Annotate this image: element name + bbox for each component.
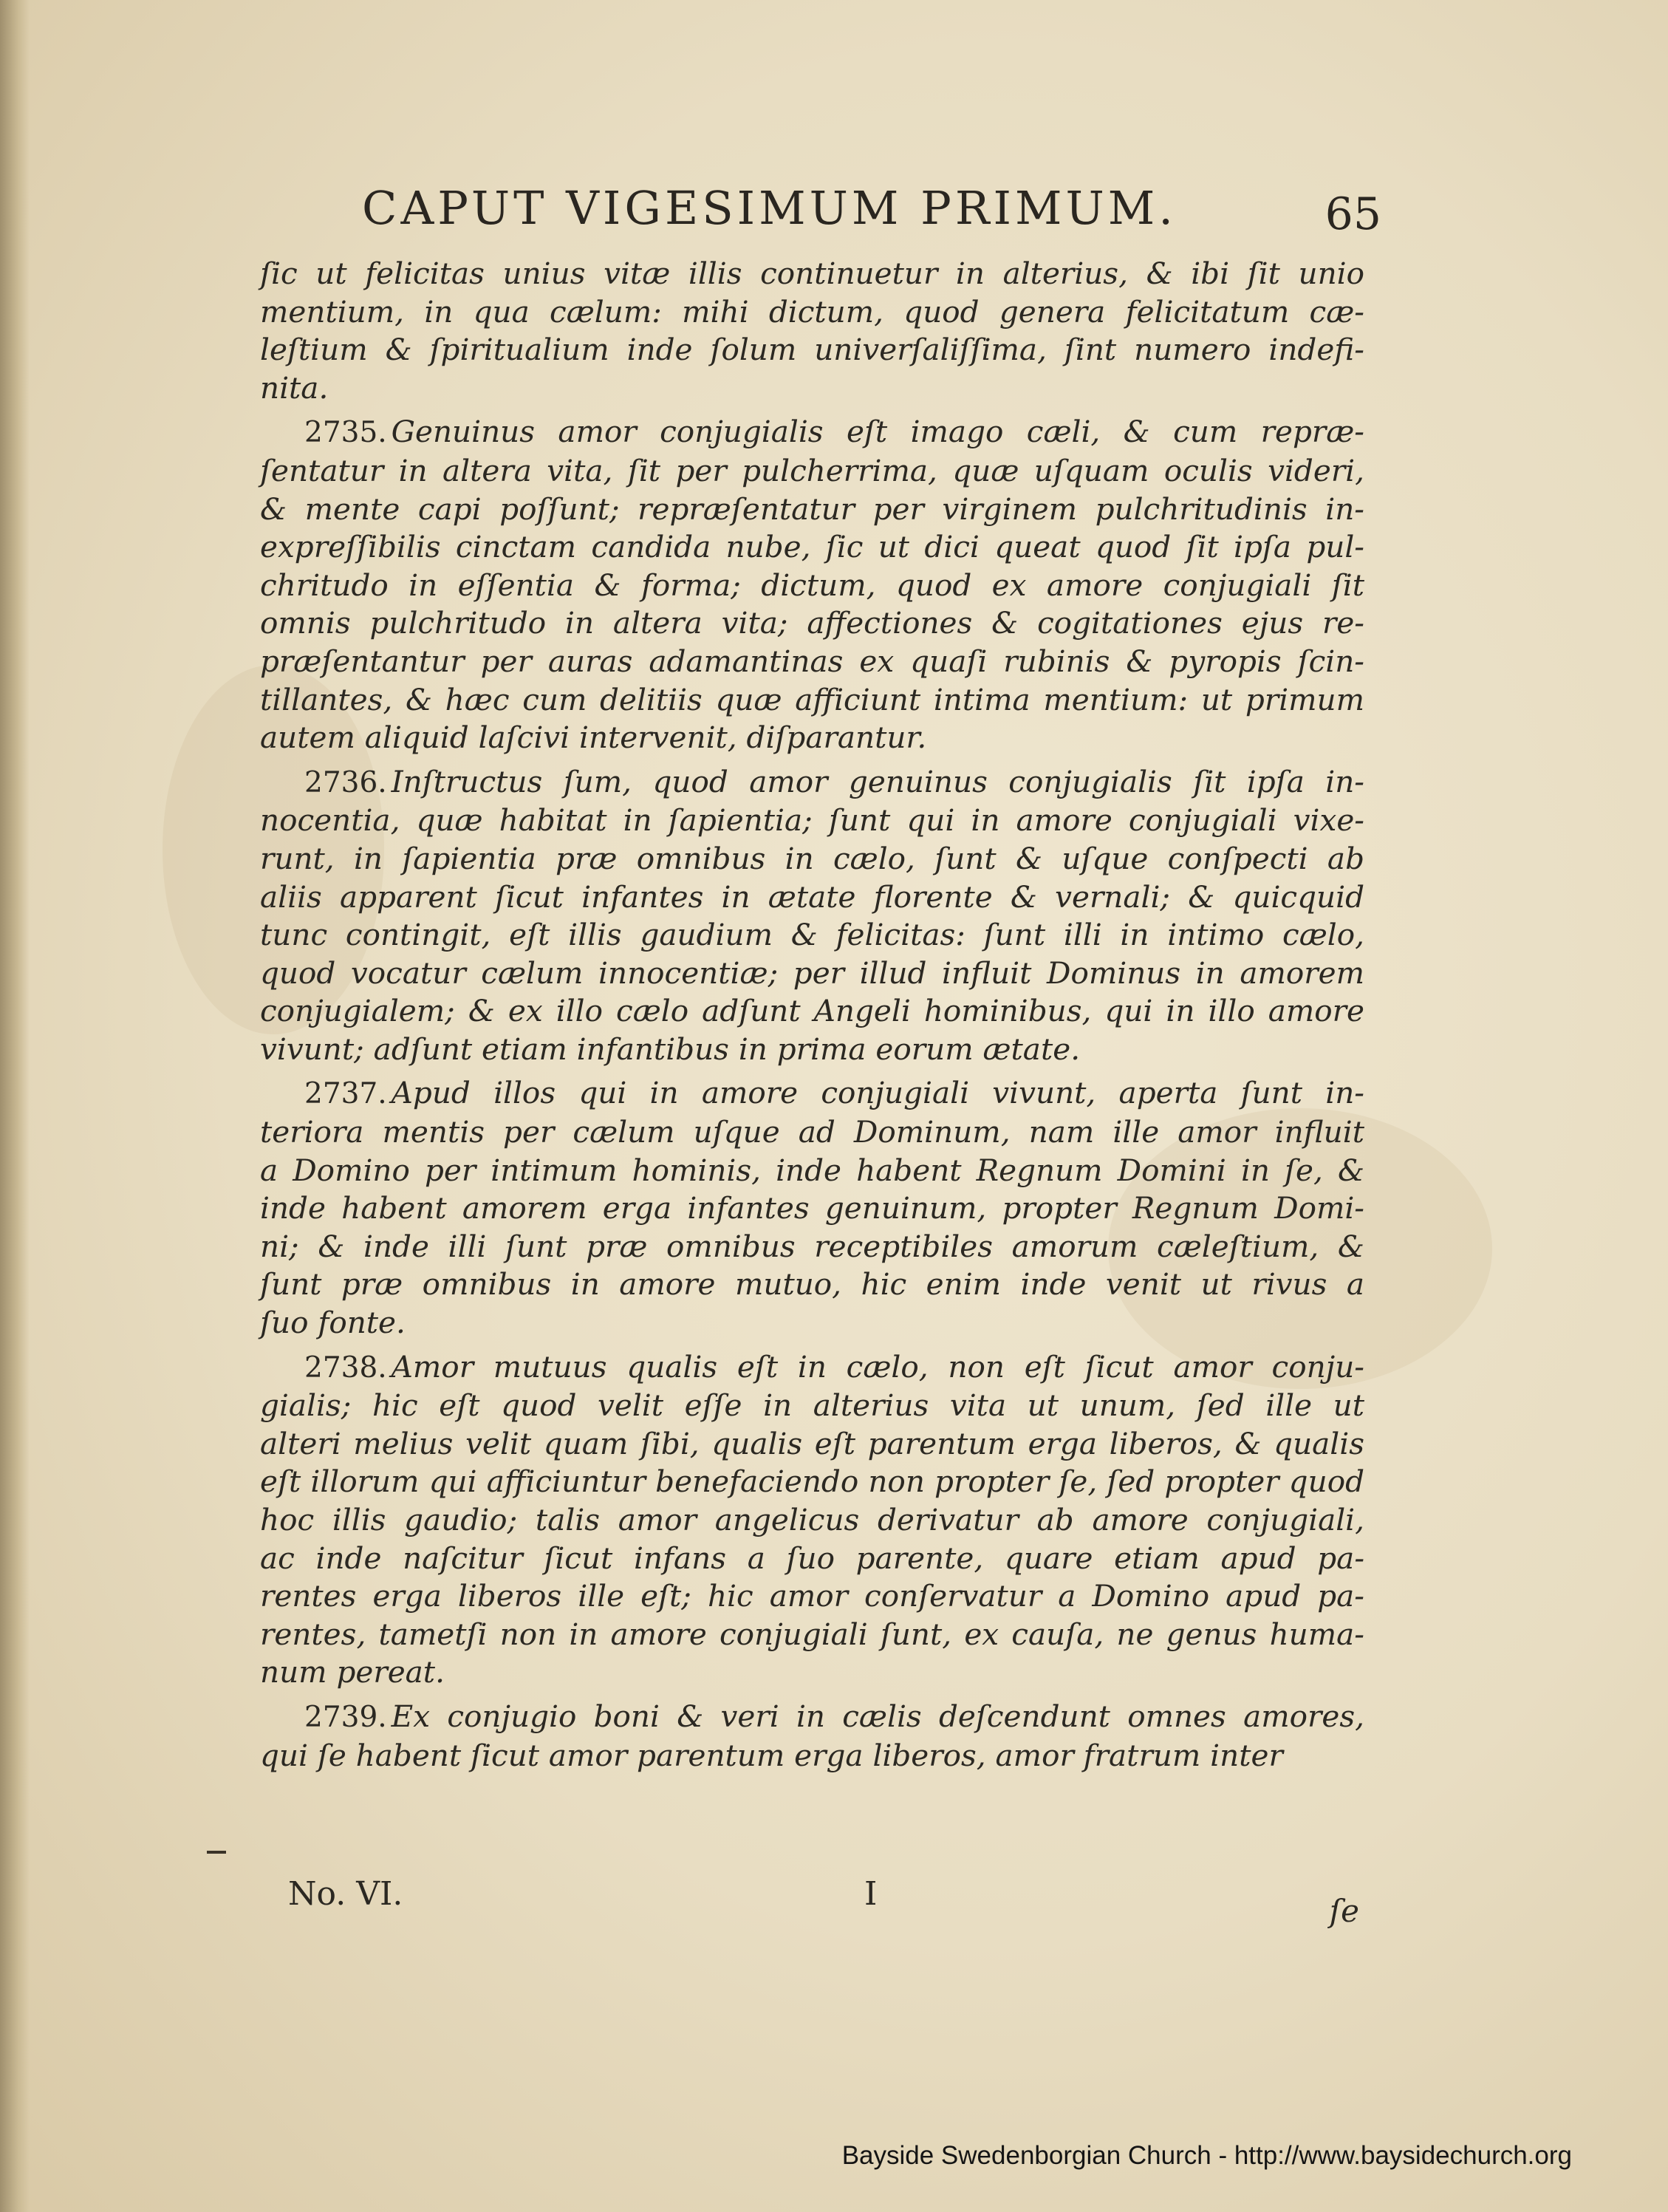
- text-line: [260, 681, 1364, 720]
- signature-mark: No. VI.: [288, 1875, 403, 1913]
- running-title: CAPUT VIGESIMUM PRIMUM.: [362, 181, 1177, 235]
- page-footer: [288, 1875, 1359, 1927]
- text-line: [260, 452, 1364, 491]
- line-text: tillantes, & hæc cum delitiis quæ afficiunt intima mentium: ut primum: [260, 681, 1364, 717]
- line-text: omnis pulchritudo in altera vita; affectiones & cogitationes ejus re-: [260, 605, 1364, 641]
- line-text: conjugialem; & ex illo cælo adſunt Angeli hominibus, qui in illo amore: [260, 993, 1364, 1029]
- text-line: [260, 1540, 1364, 1578]
- text-line: [260, 992, 1364, 1031]
- text-line: [260, 1501, 1364, 1540]
- line-text: leſtium & ſpiritualium inde ſolum univerſaliſſima, ſint numero indefi-: [260, 332, 1364, 368]
- paragraph-number: 2736.: [304, 765, 387, 799]
- line-text: ſentatur in altera vita, ſit per pulcherrima, quæ uſquam oculis videri,: [260, 452, 1364, 488]
- line-text: num pereat.: [260, 1654, 445, 1690]
- line-text: expreſſibilis cinctam candida nube, ſic ut dici queat quod ſit ipſa pul-: [260, 529, 1364, 565]
- line-text: rentes erga liberos ille eſt; hic amor conſervatur a Domino apud pa-: [260, 1578, 1364, 1614]
- paragraph: [260, 255, 1364, 407]
- paragraph-number: 2738.: [304, 1351, 387, 1385]
- text-line: [260, 1074, 1364, 1113]
- text-line: [260, 1425, 1364, 1464]
- text-line: [260, 1152, 1364, 1190]
- sheet-mark: I: [864, 1875, 878, 1913]
- line-text: runt, in ſapientia præ omnibus in cælo, ſunt & uſque conſpecti ab: [260, 840, 1364, 876]
- text-line: [260, 878, 1364, 917]
- text-line: [260, 1304, 1364, 1342]
- page-number: 65: [1325, 188, 1381, 240]
- line-text: nocentia, quæ habitat in ſapientia; ſunt qui in amore conjugiali vixe-: [260, 802, 1364, 839]
- line-text: Apud illos qui in amore conjugiali vivunt, aperta ſunt in-: [391, 1075, 1364, 1111]
- line-text: teriora mentis per cælum uſque ad Dominum, nam ille amor influit: [260, 1114, 1364, 1150]
- text-line: [260, 840, 1364, 878]
- line-text: ſic ut felicitas unius vitæ illis continuetur in alterius, & ibi ſit unio: [260, 256, 1364, 291]
- text-line: [260, 719, 1364, 757]
- margin-dash-mark: [207, 1851, 226, 1854]
- line-text: alteri melius velit quam ſibi, qualis eſt parentum erga liberos, & qualis: [260, 1425, 1364, 1461]
- text-line: [260, 255, 1364, 293]
- text-line: [260, 1348, 1364, 1387]
- line-text: mentium, in qua cælum: mihi dictum, quod genera felicitatum cæ-: [260, 293, 1364, 330]
- line-text: eſt illorum qui afficiuntur benefaciendo non propter ſe, ſed propter quod: [260, 1464, 1364, 1500]
- paragraph-number: 2735.: [304, 416, 387, 450]
- paragraph-number: 2739.: [304, 1700, 387, 1734]
- line-text: Amor mutuus qualis eſt in cælo, non eſt ſicut amor conju-: [391, 1348, 1364, 1385]
- line-text: inde habent amorem erga infantes genuinum, propter Regnum Domi-: [260, 1190, 1364, 1226]
- line-text: ſuo fonte.: [260, 1305, 406, 1341]
- line-text: hoc illis gaudio; talis amor angelicus derivatur ab amore conjugiali,: [260, 1502, 1364, 1537]
- text-line: [260, 643, 1364, 681]
- line-text: aliis apparent ſicut infantes in ætate florente & vernali; & quicquid: [260, 878, 1364, 915]
- running-head: [362, 181, 1381, 248]
- text-line: [260, 1616, 1364, 1654]
- text-line: [260, 567, 1364, 605]
- text-line: [260, 1031, 1364, 1069]
- page-binding-edge: [0, 0, 30, 2212]
- line-text: quod vocatur cælum innocentiæ; per illud influit Dominus in amorem: [260, 955, 1364, 991]
- text-line: [260, 413, 1364, 452]
- line-text: autem aliquid laſcivi intervenit, diſparantur.: [260, 720, 927, 756]
- line-text: nita.: [260, 369, 329, 406]
- text-line: [260, 604, 1364, 643]
- paragraph: [260, 763, 1364, 1069]
- line-text: a Domino per intimum hominis, inde habent Regnum Domini in ſe, &: [260, 1152, 1364, 1188]
- line-text: vivunt; adſunt etiam infantibus in prima eorum ætate.: [260, 1031, 1081, 1067]
- line-text: præſentantur per auras adamantinas ex quaſi rubinis & pyropis ſcin-: [260, 643, 1364, 679]
- line-text: ſunt præ omnibus in amore mutuo, hic enim inde venit ut rivus a: [260, 1266, 1364, 1303]
- text-line: [260, 491, 1364, 529]
- text-line: [260, 802, 1364, 840]
- text-line: [260, 528, 1364, 567]
- line-text: chritudo in eſſentia & forma; dictum, quod ex amore conjugiali ſit: [260, 567, 1364, 603]
- line-text: Ex conjugio boni & veri in cælis deſcendunt omnes amores,: [391, 1698, 1364, 1734]
- text-line: [260, 763, 1364, 802]
- paragraph: [260, 413, 1364, 757]
- paragraph-number: 2737.: [304, 1077, 387, 1111]
- text-line: [260, 1737, 1364, 1775]
- text-line: [260, 1228, 1364, 1266]
- line-text: Inſtructus ſum, quod amor genuinus conjugialis ſit ipſa in-: [391, 763, 1364, 799]
- text-line: [260, 1577, 1364, 1616]
- text-line: [260, 916, 1364, 955]
- text-line: [260, 369, 1364, 408]
- text-line: [260, 955, 1364, 993]
- text-line: [260, 1463, 1364, 1501]
- line-text: Genuinus amor conjugialis eſt imago cæli, & cum repræ-: [391, 414, 1364, 450]
- paragraph: [260, 1348, 1364, 1692]
- text-line: [260, 1189, 1364, 1228]
- text-line: [260, 1387, 1364, 1425]
- text-line: [260, 1266, 1364, 1304]
- line-text: ac inde naſcitur ſicut infans a ſuo parente, quare etiam apud pa-: [260, 1540, 1364, 1576]
- text-line: [260, 1653, 1364, 1692]
- text-line: [260, 1698, 1364, 1737]
- line-text: qui ſe habent ſicut amor parentum erga liberos, amor fratrum inter: [260, 1737, 1283, 1773]
- line-text: & mente capi poſſunt; repræſentatur per virginem pulchritudinis in-: [260, 491, 1364, 527]
- line-text: tunc contingit, eſt illis gaudium & felicitas: ſunt illi in intimo cælo,: [260, 917, 1364, 953]
- catchword: ſe: [1329, 1893, 1359, 1929]
- paragraph: [260, 1074, 1364, 1342]
- text-line: [260, 331, 1364, 369]
- line-text: ni; & inde illi ſunt præ omnibus receptibiles amorum cæleſtium, &: [260, 1228, 1364, 1264]
- paragraph: [260, 1698, 1364, 1775]
- line-text: gialis; hic eſt quod velit eſſe in alterius vita ut unum, ſed ille ut: [260, 1387, 1364, 1424]
- line-text: rentes, tametſi non in amore conjugiali ſunt, ex cauſa, ne genus huma-: [260, 1616, 1364, 1652]
- watermark-text[interactable]: Bayside Swedenborgian Church - http://www.baysidechurch.org: [841, 2141, 1572, 2170]
- text-line: [260, 293, 1364, 332]
- text-line: [260, 1113, 1364, 1152]
- main-text: [260, 255, 1364, 1781]
